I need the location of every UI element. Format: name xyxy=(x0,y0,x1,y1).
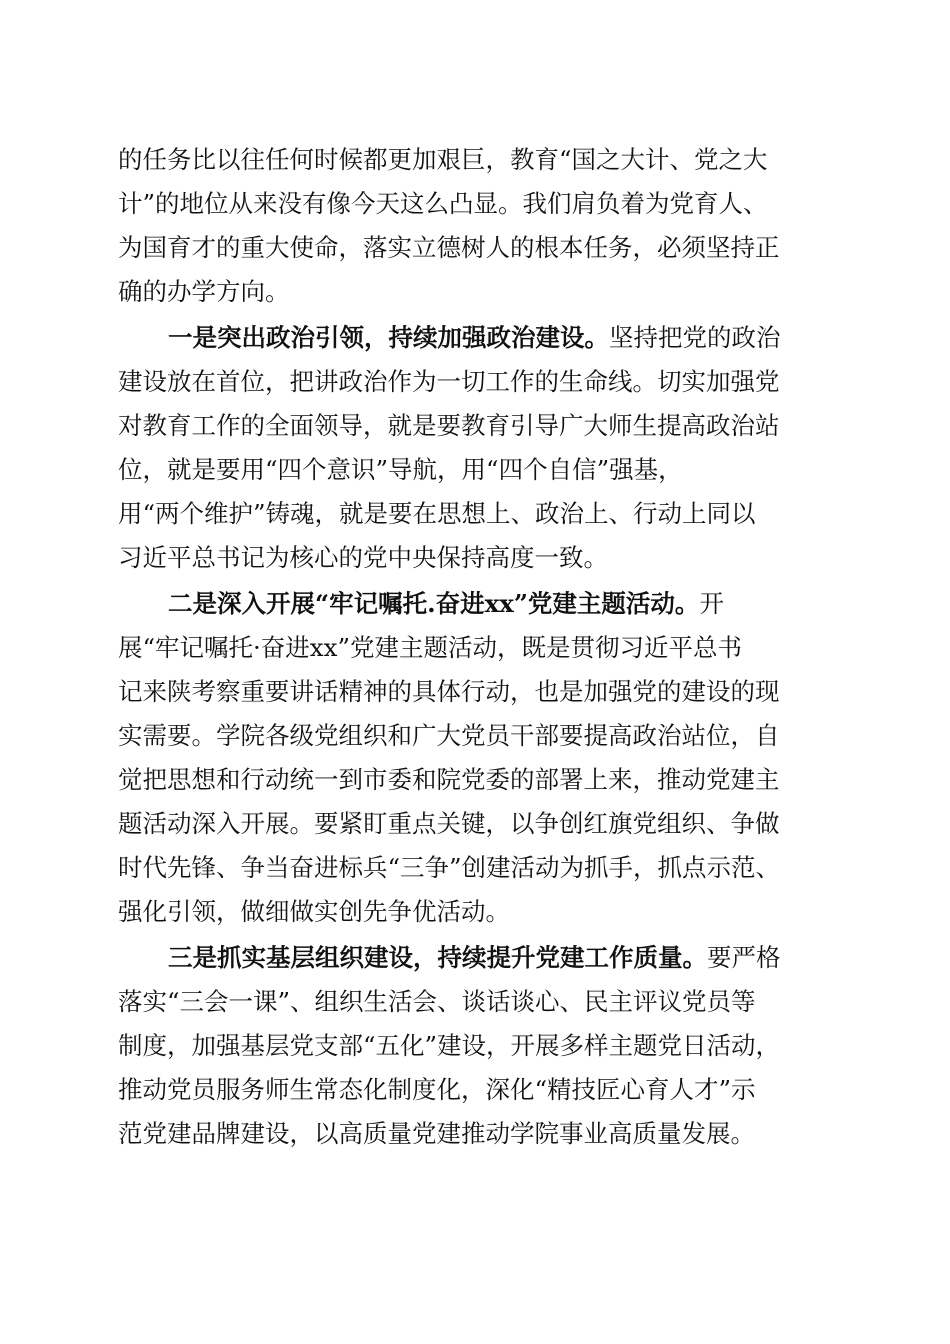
paragraph-political-leadership xyxy=(118,316,830,580)
text-line: 用“两个维护”铸魂，就是要在思想上、政治上、行动上同以 xyxy=(118,499,756,528)
text-line: 制度，加强基层党支部“五化”建设，开展多样主题党日活动， xyxy=(118,1031,781,1060)
text-line: 习近平总书记为核心的党中央保持高度一致。 xyxy=(118,543,608,572)
text-line: 的任务比以往任何时候都更加艰巨，教育“国之大计、党之大 xyxy=(118,145,768,174)
text-line: 觉把思想和行动统一到市委和院党委的部署上来，推动党建主 xyxy=(118,765,780,794)
text-line: 落实“三会一课”、组织生活会、谈话谈心、民主评议党员等 xyxy=(118,987,756,1016)
text-line: 推动党员服务师生常态化制度化，深化“精技匠心育人才”示 xyxy=(118,1075,756,1104)
text-line: 建设放在首位，把讲政治作为一切工作的生命线。切实加强党 xyxy=(118,367,780,396)
paragraph-theme-activity xyxy=(118,582,830,934)
document-body xyxy=(118,138,830,1158)
text-line: 计”的地位从来没有像今天这么凸显。我们肩负着为党育人、 xyxy=(118,189,768,218)
text-line: 对教育工作的全面领导，就是要教育引导广大师生提高政治站 xyxy=(118,411,780,440)
text-run: 坚持把党的政治 xyxy=(609,323,781,352)
text-line: 位，就是要用“四个意识”导航，用“四个自信”强基， xyxy=(118,455,683,484)
text-line xyxy=(118,582,830,626)
paragraph-heading: 二是深入开展“牢记嘱托.奋进xx”党建主题活动。 xyxy=(168,589,700,618)
text-line: 强化引领，做细做实创先争优活动。 xyxy=(118,897,510,926)
text-line xyxy=(118,316,830,360)
paragraph-intro xyxy=(118,138,830,314)
text-run: 要严格 xyxy=(707,943,781,972)
paragraph-heading: 一是突出政治引领，持续加强政治建设。 xyxy=(168,323,609,352)
text-line xyxy=(118,936,830,980)
text-line: 为国育才的重大使命，落实立德树人的根本任务，必须坚持正 xyxy=(118,233,780,262)
paragraph-grassroots xyxy=(118,936,830,1156)
text-line: 时代先锋、争当奋进标兵“三争”创建活动为抓手，抓点示范、 xyxy=(118,853,781,882)
text-line: 确的办学方向。 xyxy=(118,277,290,306)
paragraph-heading: 三是抓实基层组织建设，持续提升党建工作质量。 xyxy=(168,943,707,972)
text-run: 开 xyxy=(699,589,724,618)
text-line: 展“牢记嘱托·奋进xx”党建主题活动，既是贯彻习近平总书 xyxy=(118,633,742,662)
text-line: 实需要。学院各级党组织和广大党员干部要提高政治站位，自 xyxy=(118,721,780,750)
text-line: 记来陕考察重要讲话精神的具体行动，也是加强党的建设的现 xyxy=(118,677,780,706)
text-line: 范党建品牌建设，以高质量党建推动学院事业高质量发展。 xyxy=(118,1119,755,1148)
text-line: 题活动深入开展。要紧盯重点关键，以争创红旗党组织、争做 xyxy=(118,809,780,838)
